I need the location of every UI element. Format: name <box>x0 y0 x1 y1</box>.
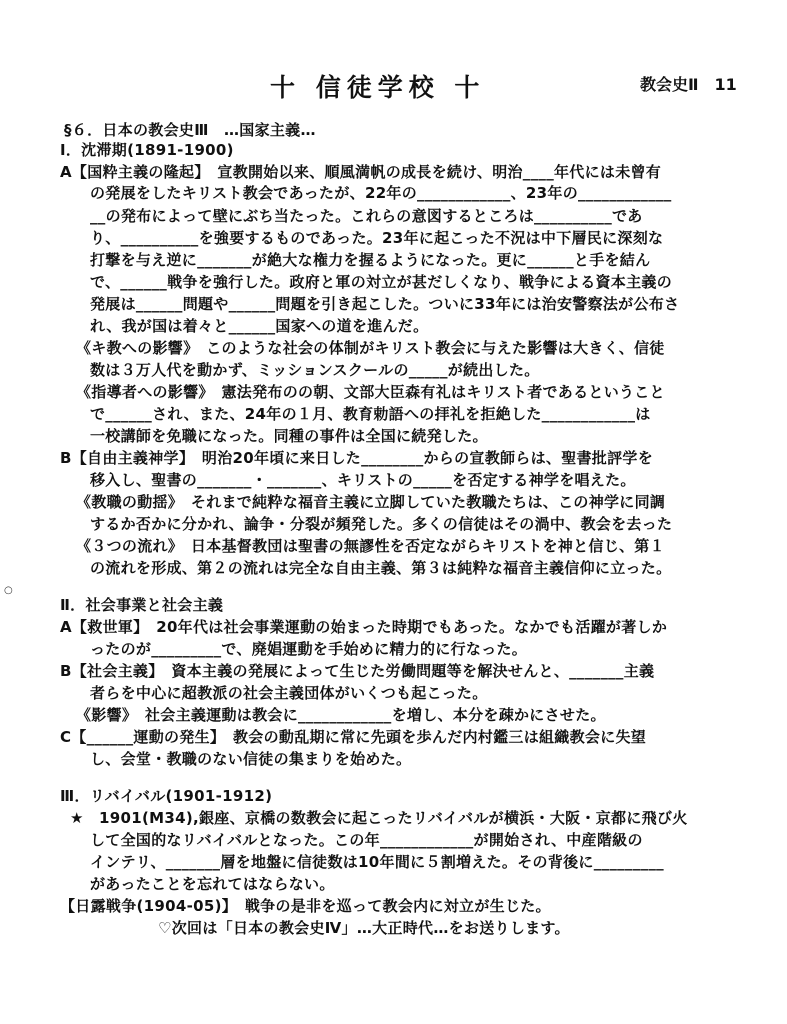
text-line: ったのが_________で、廃娼運動を手始めに精力的に行なった。 <box>90 640 528 658</box>
text-line: 発展は______問題や______問題を引き起こした。ついに33年には治安警察法が公布さ <box>90 295 680 313</box>
text-line: り、__________を強要するものであった。23年に起こった不況は中下層民に深刻な <box>90 229 664 247</box>
text-line: するか否かに分かれ、論争・分裂が頻発した。多くの信徒はその渦中、教会を去った <box>90 515 673 533</box>
text-line: し、会堂・教職のない信徒の集まりを始めた。 <box>90 750 412 768</box>
text-line: れ、我が国は着々と______国家への道を進んだ。 <box>90 317 429 335</box>
margin-mark: ○ <box>4 585 13 596</box>
text-line: 《影響》 社会主義運動は教会に____________を増し、本分を疎かにさせた。 <box>76 706 606 724</box>
text-line: A【国粋主義の隆起】 宣教開始以来、順風満帆の成長を続け、明治____年代には未曾有 <box>60 163 662 181</box>
text-line: 者らを中心に超教派の社会主義団体がいくつも起こった。 <box>90 684 488 702</box>
text-line: で______され、また、24年の１月、教育勅語への拝礼を拒絶した____________は <box>90 405 651 423</box>
text-line: 移入し、聖書の_______・_______、キリストの_____を否定する神学を唱えた。 <box>90 471 636 489</box>
text-line: があったことを忘れてはならない。 <box>90 875 335 893</box>
text-line: B【社会主義】 資本主義の発展によって生じた労働問題等を解決せんと、_______主義 <box>60 662 655 680</box>
text-line: 打撃を与え逆に_______が絶大な権力を握るようになった。更に______と手を結ん <box>90 251 651 269</box>
text-line: ♡次回は「日本の教会史Ⅳ」…大正時代…をお送りします。 <box>158 919 570 937</box>
text-line: して全国的なリバイバルとなった。この年____________が開始され、中産階級の <box>90 831 643 849</box>
text-line: §６．日本の教会史Ⅲ …国家主義… <box>64 121 316 139</box>
text-line: 《キ教への影響》 このような社会の体制がキリスト教会に与えた影響は大きく、信徒 <box>76 339 665 357</box>
text-line: 《指導者への影響》 憲法発布のの朝、文部大臣森有礼はキリスト者であるということ <box>76 383 665 401</box>
text-line: ★ 1901(M34),銀座、京橋の数教会に起こったリバイバルが横浜・大阪・京都に飛び火 <box>70 809 688 827</box>
page-title: 十 信徒学校 十 <box>270 73 486 102</box>
text-line: 一校講師を免職になった。同種の事件は全国に続発した。 <box>90 427 488 445</box>
text-line: 数は３万人代を動かず、ミッションスクールの_____が続出した。 <box>90 361 540 379</box>
text-line: Ⅰ．沈滞期(1891-1900) <box>60 141 234 159</box>
text-line: で、______戦争を強行した。政府と軍の対立が甚だしくなり、戦争による資本主義の <box>90 273 673 291</box>
text-line: __の発布によって壁にぶち当たった。これらの意図するところは__________であ <box>90 207 643 225</box>
text-line: インテリ、_______層を地盤に信徒数は10年間に５割増えた。その背後に_________ <box>90 853 664 871</box>
text-line: 【日露戦争(1904-05)】 戦争の是非を巡って教会内に対立が生じた。 <box>60 897 551 915</box>
course-label: 教会史Ⅱ 11 <box>640 75 737 94</box>
text-line: Ⅱ．社会事業と社会主義 <box>60 596 224 614</box>
text-line: B【自由主義神学】 明治20年頃に来日した________からの宣教師らは、聖書批評学を <box>60 449 654 467</box>
text-line: 《３つの流れ》 日本基督教団は聖書の無謬性を否定ながらキリストを神と信じ、第１ <box>76 537 665 555</box>
text-line: の発展をしたキリスト教会であったが、22年の____________、23年の____________ <box>90 184 672 202</box>
text-line: C【______運動の発生】 教会の動乱期に常に先頭を歩んだ内村鑑三は組織教会に失望 <box>60 728 647 746</box>
text-line: の流れを形成、第２の流れは完全な自由主義、第３は純粋な福音主義信仰に立った。 <box>90 559 672 577</box>
text-line: A【救世軍】 20年代は社会事業運動の始まった時期でもあった。なかでも活躍が著しか <box>60 618 668 636</box>
text-line: 《教職の動揺》 それまで純粋な福音主義に立脚していた教職たちは、この神学に同調 <box>76 493 666 511</box>
text-line: Ⅲ．リバイバル(1901-1912) <box>60 787 273 805</box>
